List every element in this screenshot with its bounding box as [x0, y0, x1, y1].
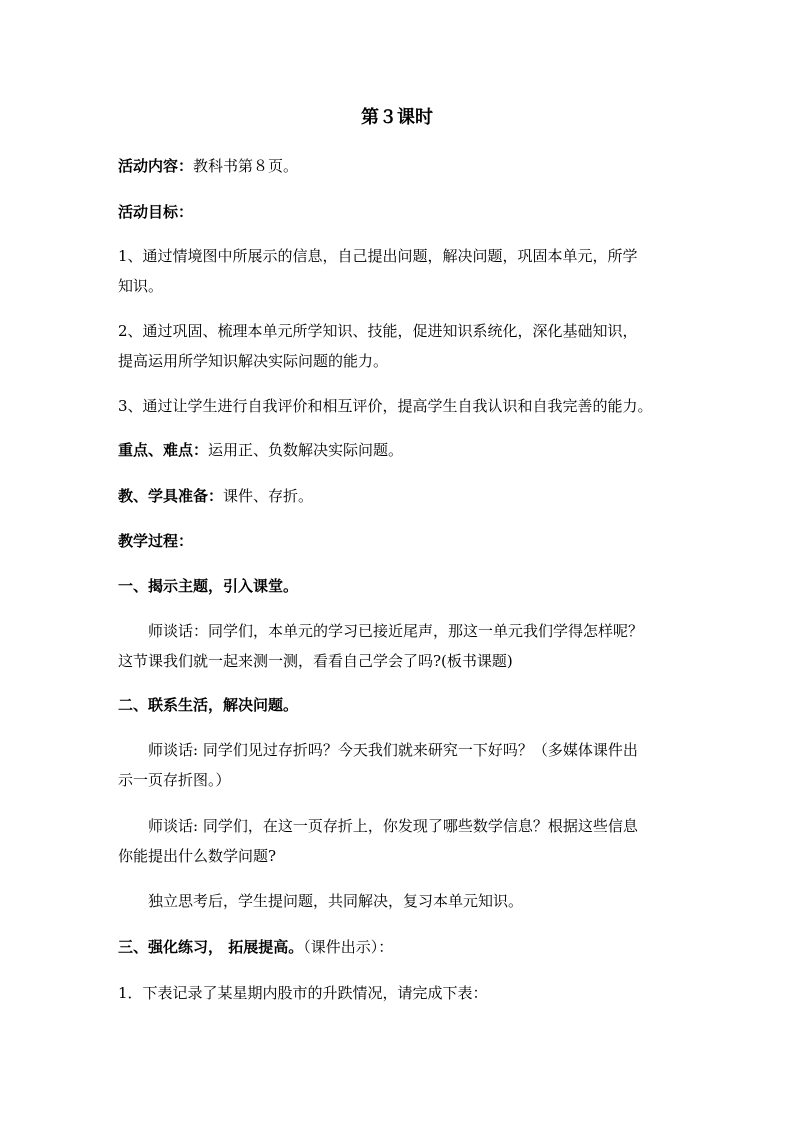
key-points — [118, 435, 686, 465]
goal-3: 3、通过让学生进行自我评价和相互评价，提高学生自我认识和自我完善的能力。 — [118, 397, 653, 415]
goal-1-line-1: 1、通过情境图中所展示的信息，自己提出问题，解决问题，巩固本单元，所学 — [118, 247, 638, 265]
section-1-line-2: 这节课我们就一起来测一测，看看自己学会了吗?(板书课题) — [118, 652, 513, 670]
materials — [118, 481, 686, 511]
goal-1 — [118, 241, 686, 301]
section-1-line-1: 师谈话：同学们，本单元的学习已接近尾声，那这一单元我们学得怎样呢？ — [148, 622, 644, 640]
process-label: 教学过程： — [118, 532, 194, 550]
goal-1-line-2: 知识。 — [118, 277, 164, 295]
activity-content-label: 活动内容： — [118, 157, 194, 175]
section-2-para-1-line-1: 师谈话: 同学们见过存折吗？今天我们就来研究一下好吗？（多媒体课件出 — [148, 741, 638, 759]
section-2-paragraph-2 — [118, 811, 686, 871]
activity-content — [118, 151, 686, 181]
page-title: 第３课时 — [361, 107, 433, 128]
key-points-text: 运用正、负数解决实际问题。 — [208, 441, 404, 459]
section-2-heading: 二、联系生活，解决问题。 — [118, 696, 299, 714]
section-2-paragraph-3: 独立思考后，学生提问题，共同解决，复习本单元知识。 — [148, 892, 524, 910]
section-2-para-1-line-2: 示一页存折图。） — [118, 771, 231, 789]
goal-2-line-2: 提高运用所学知识解决实际问题的能力。 — [118, 352, 389, 370]
exercise-1: 1．下表记录了某星期内股市的升跌情况，请完成下表： — [118, 984, 488, 1002]
goal-2-line-1: 2、通过巩固、梳理本单元所学知识、技能，促进知识系统化，深化基础知识， — [118, 322, 638, 340]
section-2-paragraph-1 — [118, 735, 686, 795]
activity-goals-label: 活动目标： — [118, 203, 194, 221]
section-1-paragraph — [118, 616, 686, 676]
key-points-label: 重点、难点： — [118, 441, 209, 459]
section-2-para-2-line-2: 你能提出什么数学问题? — [118, 847, 277, 865]
materials-text: 课件、存折。 — [223, 487, 314, 505]
section-2-para-2-line-1: 师谈话: 同学们，在这一页存折上，你发现了哪些数学信息？根据这些信息 — [148, 817, 638, 835]
activity-content-text: 教科书第８页。 — [193, 157, 299, 175]
section-3-heading — [118, 932, 686, 962]
section-3-heading-note: （课件出示）： — [303, 938, 394, 956]
materials-label: 教、学具准备： — [118, 487, 224, 505]
section-3-heading-text: 三、强化练习， 拓展提高。 — [118, 938, 304, 956]
goal-2 — [118, 316, 686, 376]
section-1-heading: 一、揭示主题，引入课堂。 — [118, 577, 299, 595]
